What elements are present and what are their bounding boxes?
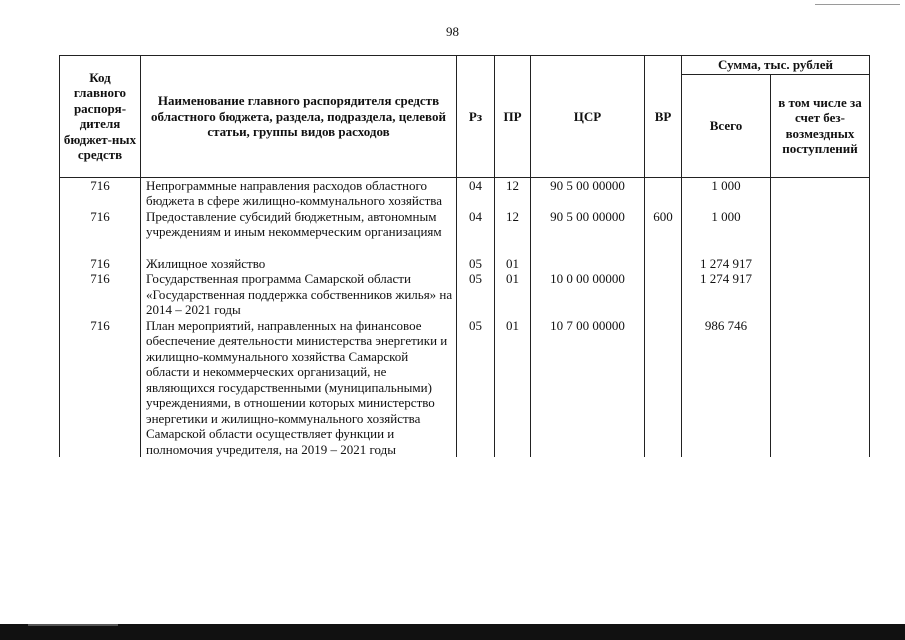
corner-mark bbox=[815, 4, 900, 5]
cell-name: Жилищное хозяйство bbox=[141, 256, 457, 272]
cell-total: 986 746 bbox=[682, 318, 771, 458]
cell-vr: 600 bbox=[645, 209, 682, 240]
header-name: Наименование главного распорядителя средств областного бюджета, раздела, подраздела, целевой статьи, группы видов расходов bbox=[141, 56, 457, 178]
table-row bbox=[60, 256, 870, 272]
cell-vr bbox=[645, 271, 682, 318]
cell-incl bbox=[771, 177, 870, 209]
header-incl: в том числе за счет без-возмездных поступлений bbox=[771, 74, 870, 177]
cell-rz: 04 bbox=[457, 177, 495, 209]
cell-incl bbox=[771, 209, 870, 240]
header-total: Всего bbox=[682, 74, 771, 177]
scan-bottom-edge bbox=[0, 624, 905, 640]
cell-code: 716 bbox=[60, 271, 141, 318]
cell-csr bbox=[531, 256, 645, 272]
cell-name: Предоставление субсидий бюджетным, автономным учреждениям и иным некоммерческим организациям bbox=[141, 209, 457, 240]
cell-total: 1 274 917 bbox=[682, 271, 771, 318]
cell-code: 716 bbox=[60, 177, 141, 209]
cell-pr: 01 bbox=[495, 271, 531, 318]
table-row bbox=[60, 177, 870, 209]
budget-table bbox=[59, 55, 870, 457]
cell-code: 716 bbox=[60, 256, 141, 272]
cell-csr: 10 7 00 00000 bbox=[531, 318, 645, 458]
cell-incl bbox=[771, 318, 870, 458]
cell-code: 716 bbox=[60, 318, 141, 458]
cell-pr: 01 bbox=[495, 256, 531, 272]
cell-rz: 05 bbox=[457, 256, 495, 272]
cell-pr: 12 bbox=[495, 209, 531, 240]
cell-rz: 05 bbox=[457, 318, 495, 458]
header-sum-group: Сумма, тыс. рублей bbox=[682, 56, 870, 75]
cell-pr: 01 bbox=[495, 318, 531, 458]
cell-vr bbox=[645, 256, 682, 272]
table-header bbox=[60, 56, 870, 178]
table-body bbox=[60, 177, 870, 457]
row-spacer bbox=[60, 240, 870, 256]
cell-vr bbox=[645, 318, 682, 458]
cell-name: Государственная программа Самарской области «Государственная поддержка собственников жилья» на 2014 – 2021 годы bbox=[141, 271, 457, 318]
cell-rz: 04 bbox=[457, 209, 495, 240]
cell-pr: 12 bbox=[495, 177, 531, 209]
table-row bbox=[60, 209, 870, 240]
cell-csr: 10 0 00 00000 bbox=[531, 271, 645, 318]
page-number: 98 bbox=[446, 24, 459, 39]
table-row bbox=[60, 271, 870, 318]
table-row bbox=[60, 318, 870, 458]
header-rz: Рз bbox=[457, 56, 495, 178]
cell-incl bbox=[771, 256, 870, 272]
cell-csr: 90 5 00 00000 bbox=[531, 177, 645, 209]
cell-total: 1 274 917 bbox=[682, 256, 771, 272]
header-pr: ПР bbox=[495, 56, 531, 178]
cell-total: 1 000 bbox=[682, 177, 771, 209]
cell-total: 1 000 bbox=[682, 209, 771, 240]
cell-name: План мероприятий, направленных на финансовое обеспечение деятельности министерства энергетики и жилищно-коммунального хозяйства Самарской области и некоммерческих организаций, не являющихся государственными (муниципальными) учреждениями, в отношении которых министерство энергетики и жилищно-коммунального хозяйства Самарской области осуществляет функции и полномочия учредителя, на 2019 – 2021 годы bbox=[141, 318, 457, 458]
header-csr: ЦСР bbox=[531, 56, 645, 178]
cell-code: 716 bbox=[60, 209, 141, 240]
header-vr: ВР bbox=[645, 56, 682, 178]
header-code: Код главного распоря-дителя бюджет-ных средств bbox=[60, 56, 141, 178]
cell-vr bbox=[645, 177, 682, 209]
cell-rz: 05 bbox=[457, 271, 495, 318]
cell-csr: 90 5 00 00000 bbox=[531, 209, 645, 240]
cell-incl bbox=[771, 271, 870, 318]
cell-name: Непрограммные направления расходов областного бюджета в сфере жилищно-коммунального хозяйства bbox=[141, 177, 457, 209]
